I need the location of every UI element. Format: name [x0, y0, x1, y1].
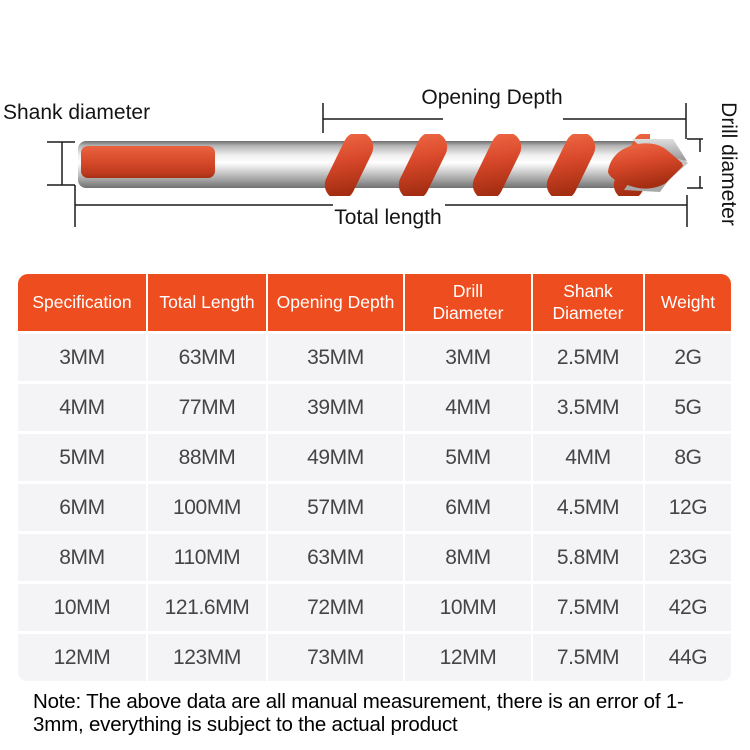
table-cell: 57MM [268, 484, 403, 531]
table-cell: 4MM [533, 434, 643, 481]
table-cell: 42G [645, 584, 731, 631]
table-cell: 5MM [405, 434, 531, 481]
table-cell: 4MM [18, 384, 146, 431]
table-cell: 10MM [18, 584, 146, 631]
table-cell: 23G [645, 534, 731, 581]
table-cell: 63MM [268, 534, 403, 581]
drill-bit-image [78, 127, 688, 205]
table-cell: 44G [645, 634, 731, 681]
table-cell: 7.5MM [533, 634, 643, 681]
table-cell: 5.8MM [533, 534, 643, 581]
table-cell: 12MM [18, 634, 146, 681]
table-cell: 10MM [405, 584, 531, 631]
table-cell: 123MM [148, 634, 266, 681]
table-cell: 7.5MM [533, 584, 643, 631]
table-cell: 121.6MM [148, 584, 266, 631]
table-cell: 49MM [268, 434, 403, 481]
spec-table [18, 274, 731, 681]
table-cell: 8G [645, 434, 731, 481]
total-length-label: Total length [334, 206, 442, 229]
table-cell: 12MM [405, 634, 531, 681]
spec-table-header-row [18, 274, 731, 331]
table-cell: 8MM [18, 534, 146, 581]
table-cell: 63MM [148, 334, 266, 381]
shank-diameter-label: Shank diameter [3, 101, 151, 124]
table-cell: 5G [645, 384, 731, 431]
header-total-length: Total Length [148, 274, 266, 331]
table-cell: 4.5MM [533, 484, 643, 531]
table-cell: 110MM [148, 534, 266, 581]
table-cell: 72MM [268, 584, 403, 631]
table-cell: 6MM [18, 484, 146, 531]
table-cell: 3MM [18, 334, 146, 381]
table-cell: 2G [645, 334, 731, 381]
table-cell: 6MM [405, 484, 531, 531]
table-cell: 77MM [148, 384, 266, 431]
table-cell: 12G [645, 484, 731, 531]
measurement-note: Note: The above data are all manual measurement, there is an error of 1-3mm, everything is subject to the actual product [33, 690, 684, 736]
table-cell: 73MM [268, 634, 403, 681]
table-cell: 8MM [405, 534, 531, 581]
table-cell: 39MM [268, 384, 403, 431]
table-cell: 2.5MM [533, 334, 643, 381]
opening-depth-label: Opening Depth [421, 86, 563, 109]
spec-table-body [18, 334, 731, 681]
table-cell: 88MM [148, 434, 266, 481]
header-specification: Specification [18, 274, 146, 331]
table-cell: 3MM [405, 334, 531, 381]
shank-red-flat [81, 146, 215, 178]
table-cell: 3.5MM [533, 384, 643, 431]
table-cell: 4MM [405, 384, 531, 431]
header-opening-depth: Opening Depth [268, 274, 403, 331]
header-drill-diameter: Drill Diameter [405, 274, 531, 331]
header-weight: Weight [645, 274, 731, 331]
table-cell: 5MM [18, 434, 146, 481]
table-cell: 100MM [148, 484, 266, 531]
header-shank-diameter: Shank Diameter [533, 274, 643, 331]
table-cell: 35MM [268, 334, 403, 381]
drill-diameter-label: Drill diameter [717, 102, 740, 226]
